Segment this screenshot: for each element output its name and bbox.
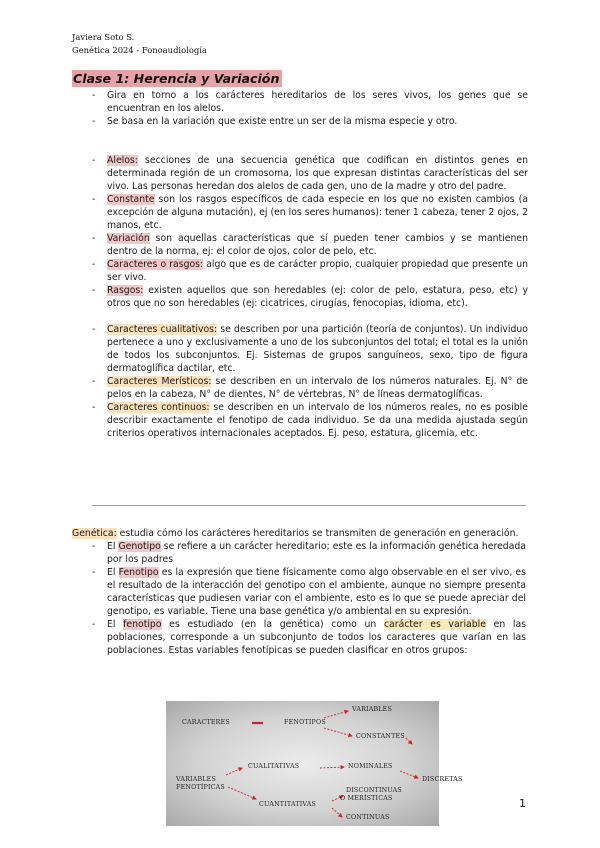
definition-term: Caracteres o rasgos: [107,259,204,270]
item-text: es la expresión que tiene físicamente como algo observable en el ser vivo, es el resultado de la interacción del genotipo con el ambiente, aunque no siempre presenta características que pudiesen variar con el ambiente, esto es lo que se puede apreciar del genotipo, es variable. Tiene una base genética y/o ambiental en su expresión. [107,567,526,617]
diagram-variables-l1: VARIABLES [176,776,216,783]
arrow-to-continuas [332,808,342,817]
caracter-item [72,323,528,375]
caracter-term: Caracteres continuos: [107,402,210,413]
definition-term: Rasgos: [107,285,144,296]
definition-text: algo que es de carácter propio, cualquier propiedad que presente un ser vivo. [107,259,528,283]
intro-item: - Se basa en la variación que existe entre un ser de la misma especie y otro. [72,115,528,128]
course-name: Genética 2024 - Fonoaudiología [72,45,207,55]
caracter-text: se describen en un intervalo de los números reales, no es posible describir exactamente el fenotipo de cada individuo. Se da una medida ajustada según criterios operativos internacionales aceptados. Ej. peso, estatura, glicemia, etc. [107,402,528,439]
diagram-continuas: CONTINUAS [346,814,390,821]
diagram-discontinuas-l2: O MERÍSTICAS [340,795,393,802]
diagram-variables-top: VARIABLES [352,706,392,713]
genetica-item [72,540,526,566]
caracter-text: se describen en un intervalo de los números naturales. Ej. N° de pelos en la cabeza, N° de dientes, N° de vértebras, N° de líneas dermatoglíficas. [107,376,528,400]
arrow-to-cualitativas [226,768,242,775]
document-header [72,31,207,57]
caracter-term: Caracteres cualitativos: [107,324,218,335]
definitions-list [72,154,528,310]
constantes-tail-arrow [406,738,412,744]
arrow-to-cuantitativas [228,787,256,799]
diagram-constantes: CONSTANTES [356,733,405,740]
diagram-cualitativas: CUALITATIVAS [248,763,300,770]
genetica-text: estudia cómo los carácteres hereditarios se transmiten de generación en generación. [116,528,519,539]
caracter-term: Caracteres Merísticos: [107,376,212,387]
intro-section [72,89,528,440]
genetica-section [72,527,526,657]
genetica-list [72,540,526,657]
diagram-discontinuas-l1: DISCONTINUAS [346,787,402,794]
item-text: es estudiado (en la genética) como un [161,619,384,630]
item-text: se refiere a un carácter hereditario; este es la información genética heredada por los padres [107,541,526,565]
caracter-variable-term: carácter es variable [383,619,486,630]
intro-item: - Gira en torno a los carácteres hereditarios de los seres vivos, los genes que se encuentran en los alelos. [72,89,528,115]
definition-term: Variación [107,233,150,244]
diagram-variables-l2: FENOTÍPICAS [176,784,225,791]
definition-term: Alelos: [107,155,138,166]
class-title: Clase 1: Herencia y Variación [72,70,282,87]
definition-term: Constante [107,194,155,205]
definition-item [72,284,528,310]
definition-text: secciones de una secuencia genética que codifican en distintos genes en determinada región de un cromosoma, los que expresan distintas características del ser vivo. Las personas heredan dos alelos de cada gen, uno de la madre y otro del padre. [107,155,528,192]
genetica-item [72,618,526,657]
caracter-item [72,375,528,401]
genetica-definition [72,527,526,540]
diagram-caracteres: CARACTERES [182,719,230,726]
item-prefix: El [107,567,119,578]
genetica-term: Genética: [72,528,117,539]
author-name: Javiera Soto S. [72,32,135,42]
section-divider [92,505,526,506]
definition-text: existen aquellos que son heredables (ej: color de pelo, estatura, peso, etc) y otros que no son heredables (ej: cicatrices, cirugías, fenocopias, idioma, etc). [107,285,528,309]
phenotype-diagram [166,701,463,826]
item-prefix: El [107,619,124,630]
arrow-to-discretas [400,771,418,778]
definition-item [72,154,528,193]
definition-item [72,232,528,258]
fenotipo-term: fenotipo [123,619,162,630]
definition-text: son los rasgos específicos de cada especie en los que no existen cambios (a excepción de alguna mutación), ej (en los seres humanos): tener 1 cabeza, tener 2 ojos, 2 manos, etc. [107,194,528,231]
diagram-discretas: DISCRETAS [422,776,463,783]
arrow-to-constantes [324,728,352,736]
genetica-item [72,566,526,618]
caracter-item [72,401,528,440]
definition-item [72,258,528,284]
caracter-text: se describen por una partición (teoría de conjuntos). Un individuo pertenece a uno y exclusivamente a uno de los subconjuntos del total; el total es la unión de todos los subconjuntos. Ej. Sistemas de grupos sanguíneos, sexo, tipo de figura dermatoglífica dactilar, etc. [107,324,528,374]
arrow-to-nominales [320,767,344,768]
diagram-fenotipos: FENOTIPOS [284,719,326,726]
item-text: en las poblaciones, corresponde a un subconjunto de todos los caracteres que varían en las poblaciones. Estas variables fenotípicas se pueden clasificar en otros grupos: [107,619,526,656]
item-prefix: El [107,541,119,552]
definition-text: son aquellas características que sí pueden tener cambios y se mantienen dentro de la norma, ej: el color de ojos, color de pelo, etc. [107,233,528,257]
caracteres-list [72,323,528,440]
arrow-to-variables [324,711,348,718]
diagram-nominales: NOMINALES [348,763,393,770]
page-number: 1 [519,797,526,810]
genotipo-term: Genotipo [118,541,161,552]
definition-item [72,193,528,232]
fenotipo-term: Fenotipo [118,567,159,578]
diagram-cuantitativas: CUANTITATIVAS [259,801,317,808]
